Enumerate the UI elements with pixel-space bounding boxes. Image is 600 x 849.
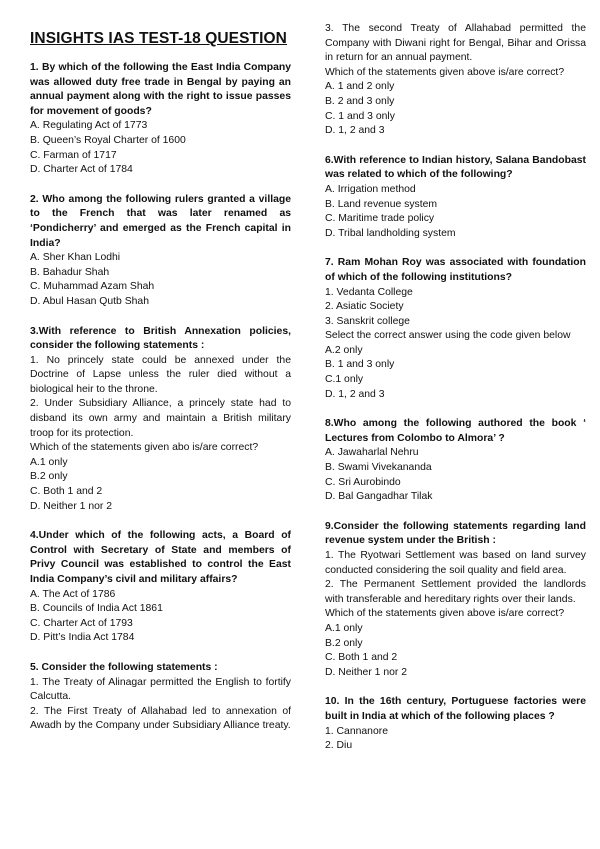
answer-option: B. Queen’s Royal Charter of 1600 [30,134,186,146]
question-block [325,256,586,402]
statement-line: Which of the statements given above is/are correct? [325,608,565,620]
answer-option: B. Land revenue system [325,198,438,210]
question-block [30,193,291,310]
question-block [30,529,291,646]
statement-line: 1. The Ryotwari Settlement was based on land survey conducted considering the soil quality and field area. [325,550,586,576]
answer-option: C. 1 and 3 only [325,110,395,122]
statement-line: 3. Sanskrit college [325,315,410,327]
left-question-list [30,61,291,734]
answer-option: A. Regulating Act of 1773 [30,120,148,132]
answer-option: D. Bal Gangadhar Tilak [325,491,433,503]
answer-option: C. Both 1 and 2 [30,486,103,498]
question-text: 5. Consider the following statements : [30,661,218,673]
question-block [30,325,291,515]
answer-option: B. Swami Vivekananda [325,462,432,474]
answer-option: D. Abul Hasan Qutb Shah [30,295,149,307]
answer-option: C. Sri Aurobindo [325,476,401,488]
right-question-list [325,22,586,754]
question-block [325,22,586,139]
statement-line: 2. Diu [325,740,353,752]
question-text: 1. By which of the following the East India Company was allowed duty free trade in Bengal by paying an annual payment along with the right to issue passes for movement of goods? [30,62,291,117]
question-block [30,61,291,178]
answer-option: D. 1, 2 and 3 [325,125,385,137]
statement-line: 2. Under Subsidiary Alliance, a princely state had to disband its own army and maintain a British military troop for its protection. [30,398,291,439]
answer-option: B. Bahadur Shah [30,266,110,278]
question-text: 3.With reference to British Annexation policies, consider the following statements : [30,325,291,352]
answer-option: C. Maritime trade policy [325,213,435,225]
answer-option: C. Muhammad Azam Shah [30,281,155,293]
statement-line: 1. No princely state could be annexed under the Doctrine of Lapse unless the ruler died without a biological heir to the throne. [30,354,291,395]
answer-option: B. 1 and 3 only [325,359,395,371]
question-text: 8.Who among the following authored the book ‘ Lectures from Colombo to Almora’ ? [325,418,586,444]
answer-option: A.1 only [30,456,68,468]
question-block [30,661,291,734]
answer-option: B.2 only [30,471,68,483]
answer-option: A.1 only [325,622,363,634]
answer-option: D. Neither 1 nor 2 [325,666,408,678]
answer-option: A. 1 and 2 only [325,81,395,93]
statement-line: 1. Cannanore [325,725,388,737]
statement-line: 3. The second Treaty of Allahabad permitted the Company with Diwani right for Bengal, Bihar and Orissa in return for an annual payment. [325,23,586,64]
page-title: INSIGHTS IAS TEST-18 QUESTION [30,30,287,47]
statement-line: 1. Vedanta College [325,286,413,298]
statement-line: 2. Asiatic Society [325,301,404,313]
answer-option: D. 1, 2 and 3 [325,388,385,400]
statement-line: 2. The Permanent Settlement provided the landlords with transferable and hereditary rights over their lands. [325,579,586,605]
answer-option: D. Charter Act of 1784 [30,164,133,176]
answer-option: B. Councils of India Act 1861 [30,603,163,615]
answer-option: C. Both 1 and 2 [325,652,398,664]
answer-option: D. Pitt’s India Act 1784 [30,632,135,644]
answer-option: B.2 only [325,637,363,649]
answer-option: D. Neither 1 nor 2 [30,500,113,512]
question-text: 10. In the 16th century, Portuguese factories were built in India at which of the following places ? [325,696,586,722]
answer-option: A.2 only [325,344,363,356]
answer-option: C. Farman of 1717 [30,149,117,161]
answer-option: A. Jawaharlal Nehru [325,447,419,459]
question-block [325,695,586,753]
question-block [325,154,586,242]
statement-line: Which of the statements given abo is/are correct? [30,442,259,454]
question-text: 9.Consider the following statements regarding land revenue system under the British : [325,520,586,547]
statement-line: 1. The Treaty of Alinagar permitted the English to fortify Calcutta. [30,676,291,703]
question-text: 4.Under which of the following acts, a Board of Control with Secretary of State and members of Privy Council was established to control the East India Company’s civil and military affairs? [30,530,291,585]
question-text: 6.With reference to Indian history, Salana Bandobast was related to which of the following? [325,154,586,181]
statement-line: Select the correct answer using the code given below [325,330,571,342]
statement-line: 2. The First Treaty of Allahabad led to annexation of Awadh by the Company under Subsidiary Alliance treaty. [30,705,291,732]
answer-option: A. Irrigation method [325,183,416,195]
answer-option: B. 2 and 3 only [325,95,395,107]
answer-option: A. Sher Khan Lodhi [30,252,121,264]
question-block [325,417,586,505]
question-block [325,520,586,681]
question-text: 7. Ram Mohan Roy was associated with foundation of which of the following institutions? [325,257,586,283]
answer-option: C.1 only [325,374,364,386]
answer-option: C. Charter Act of 1793 [30,617,133,629]
statement-line: Which of the statements given above is/are correct? [325,66,565,78]
answer-option: A. The Act of 1786 [30,588,116,600]
answer-option: D. Tribal landholding system [325,227,456,239]
question-text: 2. Who among the following rulers granted a village to the French that was later renamed as ‘Pondicherry’ and emerged as the French capital in India? [30,193,291,249]
right-column [325,0,586,754]
left-column [30,0,291,734]
